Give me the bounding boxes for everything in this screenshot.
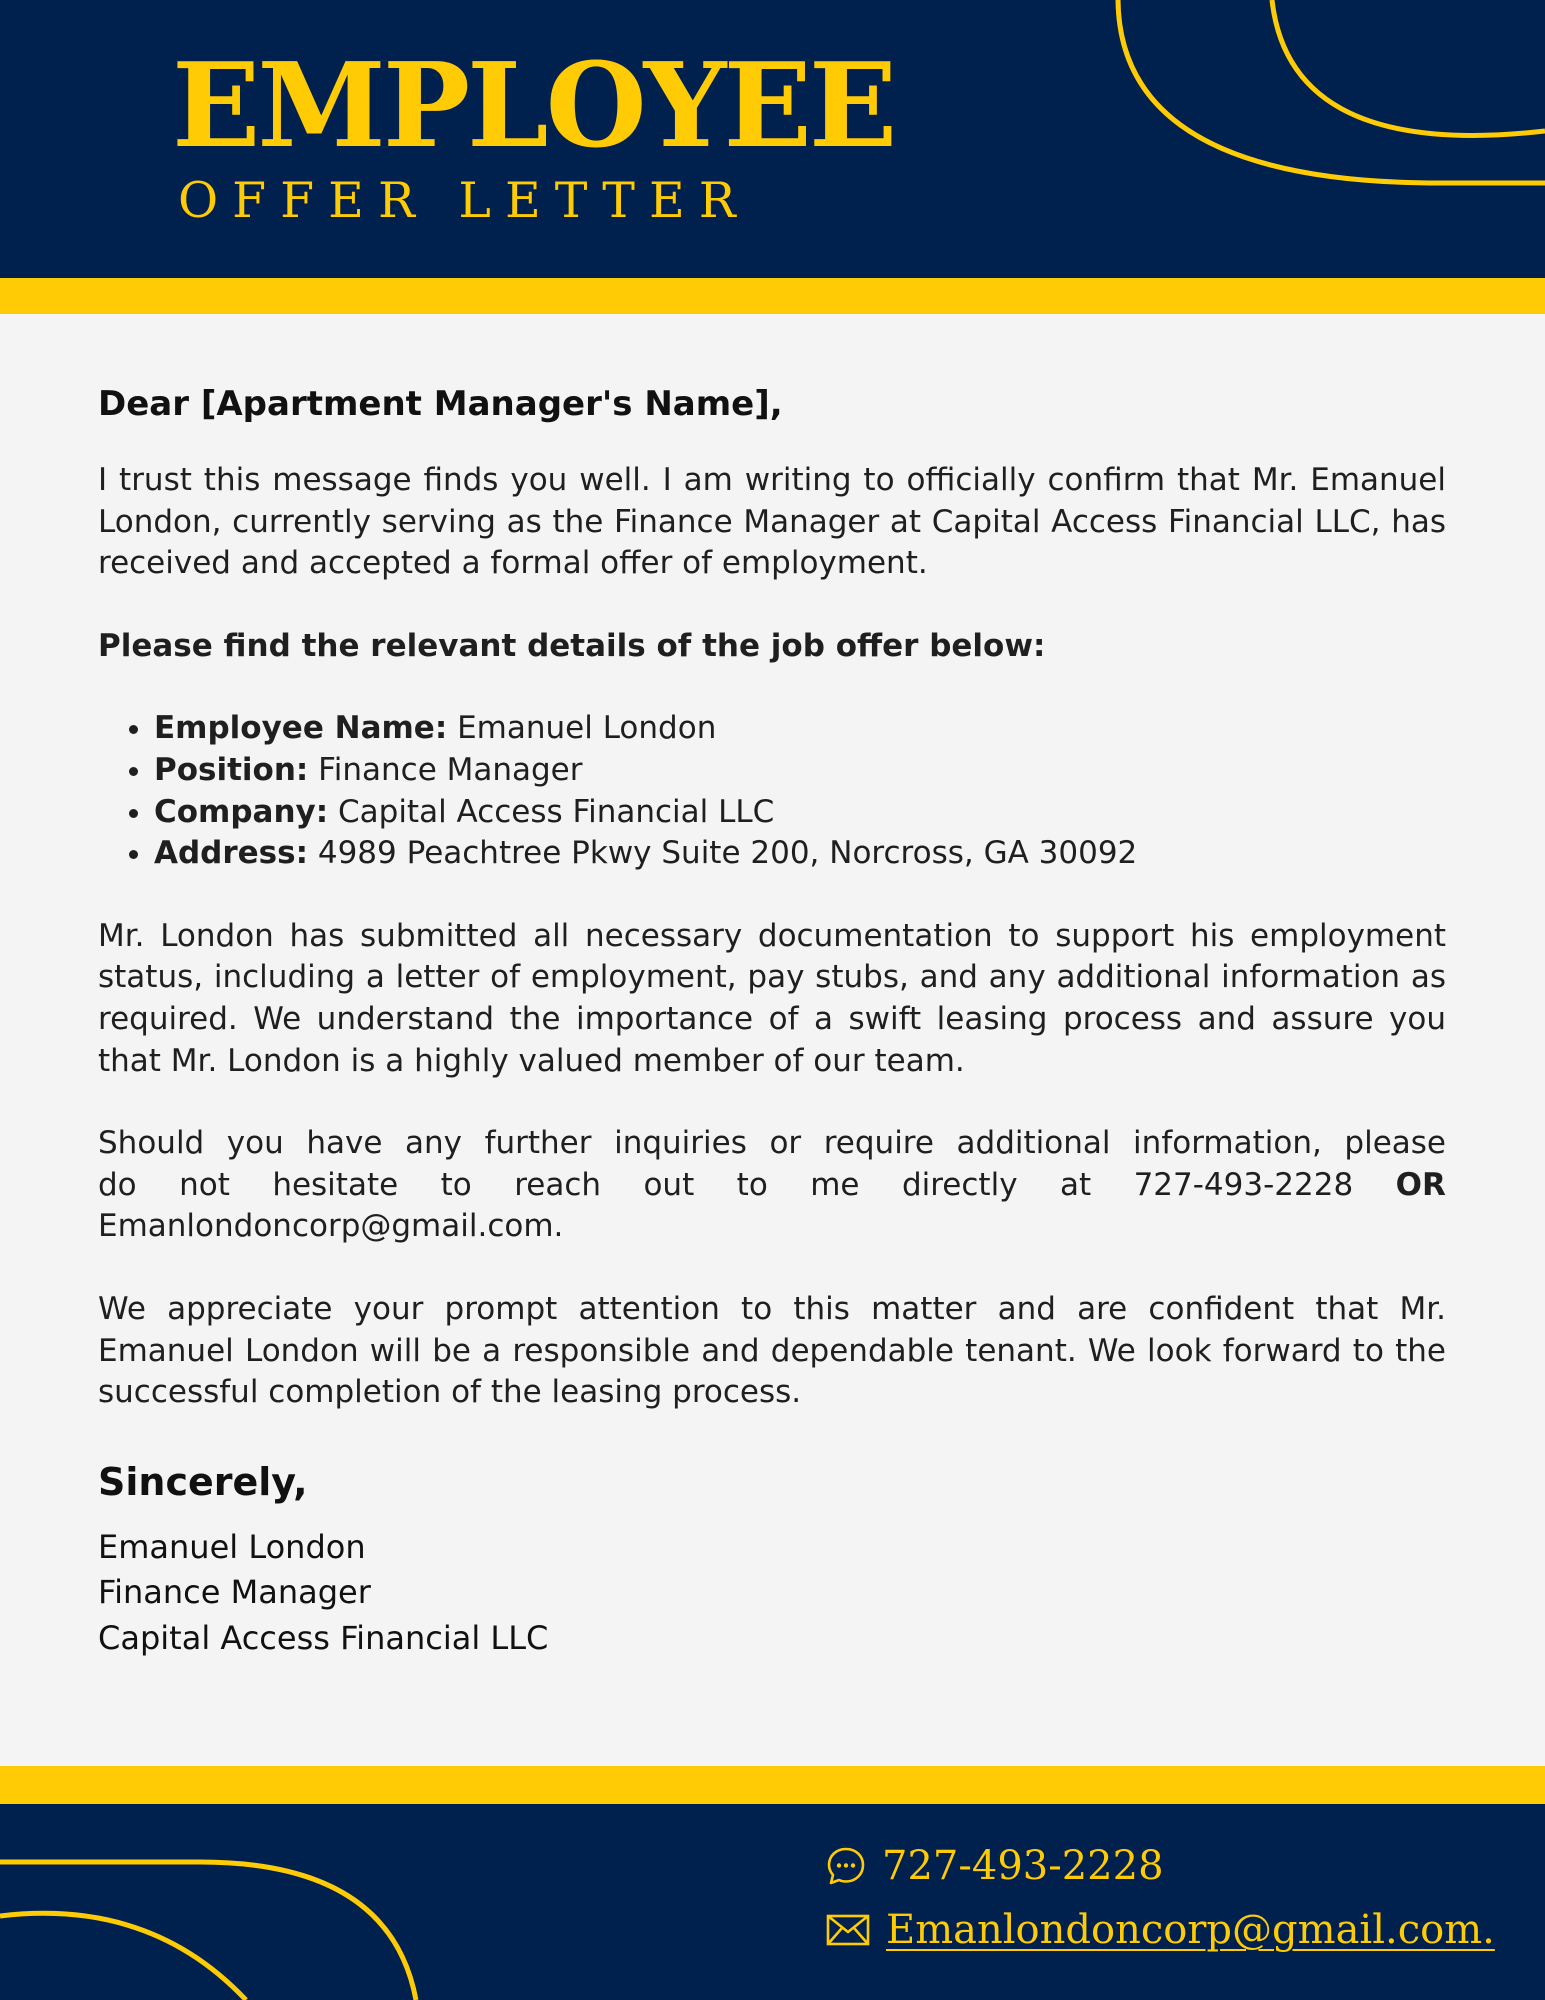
- detail-position: [154, 750, 1446, 792]
- envelope-icon: [826, 1914, 870, 1946]
- inquiry-email[interactable]: Emanlondoncorp@gmail.com.: [98, 1208, 564, 1245]
- inquiry-word: me: [810, 1166, 860, 1203]
- decorative-arcs-bottom: [0, 1804, 1545, 2000]
- inquiry-word: hesitate: [272, 1166, 399, 1203]
- inquiry-word: out: [643, 1166, 695, 1203]
- detail-label: Address:: [154, 835, 308, 872]
- detail-value: 4989 Peachtree Pkwy Suite 200, Norcross, GA 30092: [317, 835, 1138, 872]
- detail-value: Capital Access Financial LLC: [338, 793, 775, 830]
- signature-title: Finance Manager: [98, 1573, 371, 1612]
- detail-company: [154, 792, 1446, 834]
- footer-email-link[interactable]: Emanlondoncorp@gmail.com.: [886, 1907, 1495, 1953]
- document-title: EMPLOYEE: [172, 38, 895, 174]
- appreciation-paragraph: We appreciate your prompt attention to this matter and are confident that Mr. Emanuel London will be a responsible and dependable tenant. We look forward to the successful completion of the leasing process.: [98, 1290, 1446, 1411]
- detail-label: Employee Name:: [154, 710, 448, 747]
- signature-name: Emanuel London: [98, 1527, 366, 1566]
- detail-employee-name: [154, 708, 1446, 750]
- intro-paragraph: I trust this message finds you well. I am writing to officially confirm that Mr. Emanuel London, currently serving as the Finance Manager at Capital Access Financial LLC, has received and accepted a formal offer of employment.: [98, 462, 1446, 582]
- detail-address: [154, 833, 1446, 875]
- detail-label: Company:: [154, 793, 329, 830]
- inquiries-line-1: [98, 1123, 1446, 1165]
- footer-gold-band: [0, 1766, 1545, 1804]
- inquiry-word: to: [736, 1166, 768, 1203]
- inquiry-word: to: [440, 1166, 472, 1203]
- inquiries-text: Should you have any further inquiries or require additional information, please: [98, 1125, 1446, 1162]
- closing: Sincerely,: [98, 1459, 308, 1504]
- footer-phone[interactable]: [826, 1843, 1164, 1889]
- letter-body: [98, 378, 1446, 1661]
- document-subtitle: OFFER LETTER: [178, 172, 750, 229]
- chat-bubble-icon: [826, 1846, 866, 1886]
- salutation: Dear [Apartment Manager's Name],: [98, 384, 783, 424]
- documentation-paragraph: Mr. London has submitted all necessary documentation to support his employment status, including a letter of employment, pay stubs, and any additional information as required. We understand the importance of a swift leasing process and assure you that Mr. London is a highly valued member of our team.: [98, 917, 1446, 1079]
- detail-label: Position:: [154, 751, 309, 788]
- detail-value: Finance Manager: [318, 751, 583, 788]
- inquiries-line-2: [98, 1165, 1446, 1207]
- inquiry-word: do: [98, 1166, 137, 1203]
- details-heading: Please find the relevant details of the job offer below:: [98, 627, 1046, 664]
- inquiry-word: at: [1059, 1166, 1092, 1203]
- footer-banner: [0, 1804, 1545, 2000]
- offer-details-list: [98, 708, 1446, 874]
- inquiry-word: directly: [901, 1166, 1018, 1203]
- inquiry-or: OR: [1395, 1166, 1446, 1203]
- footer-email[interactable]: [826, 1907, 1495, 1953]
- footer-phone-text[interactable]: 727-493-2228: [882, 1843, 1164, 1889]
- inquiry-word: reach: [514, 1166, 602, 1203]
- header-banner: [0, 0, 1545, 278]
- signature-company: Capital Access Financial LLC: [98, 1618, 549, 1657]
- inquiries-paragraph: [98, 1123, 1446, 1248]
- header-gold-band: [0, 278, 1545, 314]
- detail-value: Emanuel London: [457, 710, 717, 747]
- inquiry-phone[interactable]: 727-493-2228: [1133, 1166, 1354, 1203]
- inquiry-word: not: [179, 1166, 230, 1203]
